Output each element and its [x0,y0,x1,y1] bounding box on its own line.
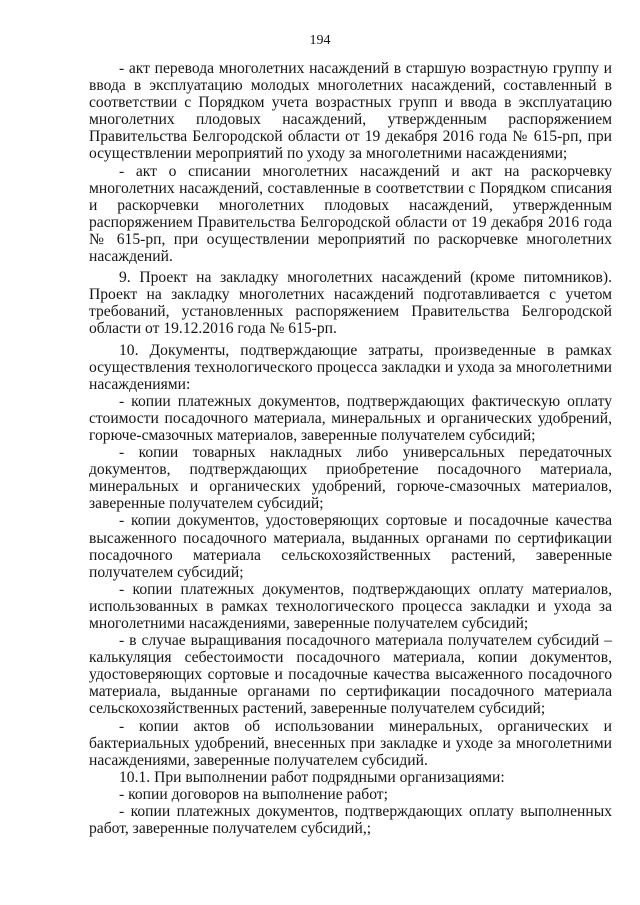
paragraph-transfer-act: - акт перевода многолетних насаждений в старшую возрастную группу и ввода в эксплуатацию молодых многолетних насаждений, составленный в соответствии с Порядком учета возрастных групп и ввода в эксплуатацию многолетних плодовых насаждений, утвержденным распоряжением Правительства Белгородской области от 19 декабря 2016 года № 615-рп, при осуществлении мероприятий по уходу за многолетними насаждениями; [89,60,612,163]
paragraph-works-payment: - копии платежных документов, подтверждающих оплату выполненных работ, заверенные получателем субсидий,; [89,803,612,838]
paragraph-quality-docs: - копии документов, удостоверяющих сортовые и посадочные качества высаженного посадочного материала, выданных органами по сертификации посадочного материала сельскохозяйственных растений, заверенные получателем субсидий; [89,512,612,581]
paragraph-payment-docs: - копии платежных документов, подтверждающих фактическую оплату стоимости посадочного материала, минеральных и органических удобрений, горюче-смазочных материалов, заверенные получателем субсидий; [89,392,612,444]
document-body [89,60,612,837]
paragraph-item-10-1: 10.1. При выполнении работ подрядными организациями: [119,768,505,786]
paragraph-own-growing: - в случае выращивания посадочного материала получателем субсидий – калькуляция себестоимости посадочного материала, копии документов, удостоверяющих сортовые и посадочные качества высаженного посадочного материала, выданные органами по сертификации посадочного материала сельскохозяйственных растений, заверенные получателем субсидий; [89,632,612,718]
paragraph-materials-payment: - копии платежных документов, подтверждающих оплату материалов, использованных в рамках технологического процесса закладки и ухода за многолетними насаждениями, заверенные получателем субсидий; [89,580,612,632]
paragraph-contracts: - копии договоров на выполнение работ; [119,785,388,803]
paragraph-write-off-act: - акт о списании многолетних насаждений и акт на раскорчевку многолетних насаждений, составленные в соответствии с Порядком списания и раскорчевки многолетних плодовых насаждений, утвержденным распоряжением Правительства Белгородской области от 19 декабря 2016 года № 615-рп, при осуществлении мероприятий по раскорчевке многолетних насаждений. [89,162,612,266]
paragraph-fertilizer-acts: - копии актов об использовании минеральных, органических и бактериальных удобрений, внесенных при закладке и уходе за многолетними насаждениями, заверенные получателем субсидий. [89,717,612,769]
paragraph-item-10: 10. Документы, подтверждающие затраты, произведенные в рамках осуществления технологического процесса закладки и ухода за многолетними насаждениями: [89,341,612,393]
page-number: 194 [309,33,331,48]
paragraph-item-9: 9. Проект на закладку многолетних насаждений (кроме питомников). Проект на закладку многолетних насаждений подготавливается с учетом требований, установленных распоряжением Правительства Белгородской области от 19.12.2016 года № 615-рп. [89,269,612,338]
paragraph-invoices: - копии товарных накладных либо универсальных передаточных документов, подтверждающих приобретение посадочного материала, минеральных и органических удобрений, горюче-смазочных материалов, заверенные получателем субсидий; [89,444,612,513]
